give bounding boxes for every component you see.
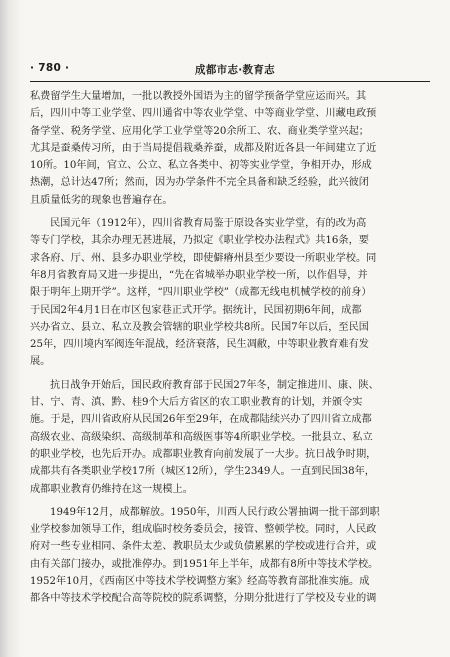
text-line: 年8月省教育局又进一步提出，“先在省城举办职业学校一所，以作倡导，并 [30,269,368,281]
header-rule [30,81,430,82]
paragraph-1 [30,88,430,209]
text-line: 施。于是，四川省政府从民国26年至29年，在成都陆续兴办了四川省立成都 [30,414,372,426]
text-line: 等专门学校，其余办理无甚进展，乃拟定《职业学校办法程式》共16条，要 [30,235,369,247]
text-line: 高级农业、高级染织、高级制革和高级医事等4所职业学校。一批县立、私立 [30,431,373,443]
text-line: 民国元年（1912年），四川省教育局鉴于原设各实业学堂，有的改为高 [50,218,367,230]
text-line: 由有关部门接办，或批准停办。到1951年上半年，成都有8所中等技术学校。 [30,558,379,570]
text-line: 成都职业教育仍维持在这一规模上。 [30,483,193,495]
binding-edge-shadow [0,0,22,657]
text-line: 1949年12月，成都解放。1950年，川西人民行政公署抽调一批干部到职 [50,506,380,518]
text-line: 抗日战争开始后，国民政府教育部于民国27年冬，制定推进川、康、陕、 [50,379,379,391]
text-line: 成都共有各类职业学校17所（城区12所），学生2349人。一直到民国38年， [30,466,375,478]
text-line: 业学校参加领导工作，组成临时校务委员会，接管、整顿学校。同时，人民政 [30,524,377,536]
text-line: 私费留学生大量增加，一批以教授外国语为主的留学预备学堂应运而兴。其 [30,91,367,102]
text-line: 25年，四川境内军阀连年混战，经济衰落，民生凋敝，中等职业教育难有发 [30,339,369,351]
text-line: 的职业学校，也先后开办。成都职业教育向前发展了一大步。抗日战争时期， [30,448,377,460]
page-header [30,62,430,78]
text-line: 热潮，总计达47所；然而，因为办学条件不完全具备和缺乏经验，此兴彼闭 [30,177,369,189]
paragraph-4 [30,504,430,608]
text-line: 展。 [30,356,51,368]
text-line: 于民国2年4月1日在市区包家巷正式开学。据统计，民国初期6年间，成都 [30,304,362,316]
text-line: 1952年10月，《西南区中等技术学校调整方案》经高等教育部批准实施。成 [30,576,370,588]
text-line: 求各府、厅、州、县多办职业学校，即使僻瘠州县至少要设一所职业学校。同 [30,252,377,264]
text-line: 府对一些专业相同、条件太差、教职员太少或负债累累的学校或进行合并，或 [30,541,377,553]
text-line: 都各中等技术学校配合高等院校的院系调整，分期分批进行了学校及专业的调 [30,593,377,605]
text-line: 后，四川中等工业学堂、四川通省中等农业学堂、中等商业学堂、川藏电政预 [30,108,377,120]
text-line: 兴办省立、县立、私立及教会管辖的职业学校共8所。民国7年以后，至民国 [30,321,369,333]
text-line: 甘、宁、青、滇、黔、桂9个大后方省区的农工职业教育的计划，并颁令实 [30,397,363,409]
text-line: 且质量低劣的现象也普遍存在。 [30,194,173,206]
page-number: · 780 · [30,62,70,74]
text-line: 尤其是蚕桑传习所，由于当局提倡栽桑养蚕，成都及附近各县一年间建立了近 [30,142,377,154]
paragraph-3 [30,377,430,498]
paragraph-2 [30,215,430,371]
text-line: 10所。10年间，官立、公立、私立各类中、初等实业学堂，争相开办，形成 [30,160,372,172]
body-text [30,88,430,608]
running-title: 成都市志·教育志 [195,64,275,76]
text-line: 备学堂、税务学堂、应用化学工业学堂等20余所工、农、商业类学堂兴起； [30,125,369,137]
text-line: 限于明年上期开学”。这样，“四川职业学校”（成都无线电机械学校的前身） [30,287,372,299]
